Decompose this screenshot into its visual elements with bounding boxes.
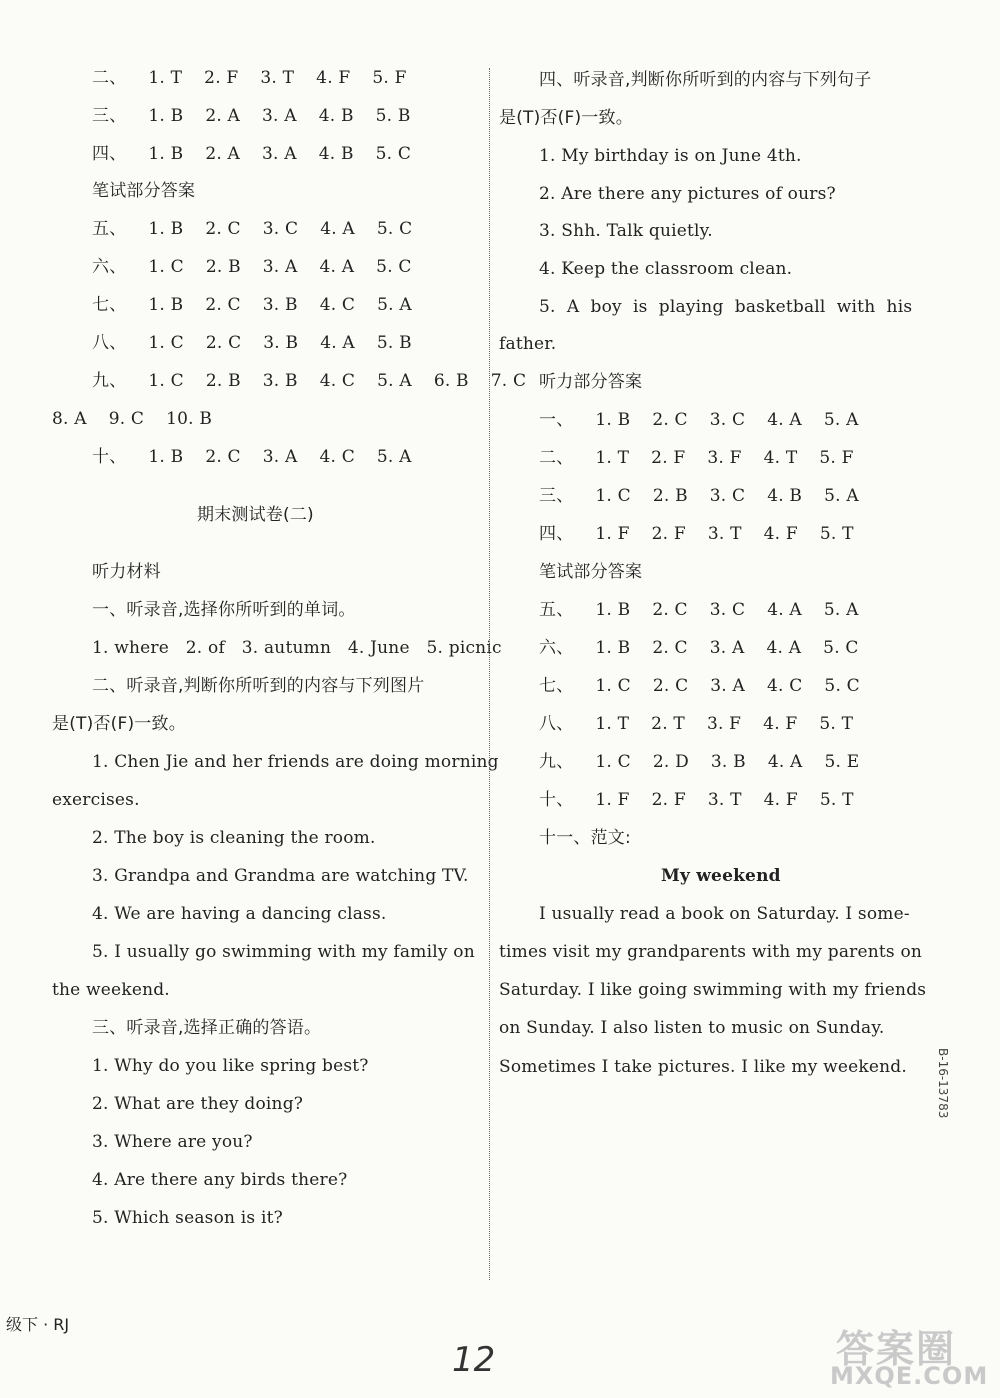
answer-item: 4. B bbox=[318, 106, 354, 126]
answer-item: 5. F bbox=[819, 448, 854, 468]
answer-item: 1. B bbox=[148, 144, 184, 164]
answer-item: 4. C bbox=[319, 295, 356, 315]
section-label: 十、 bbox=[92, 447, 127, 467]
answer-item: 2. F bbox=[651, 790, 686, 810]
answer-line bbox=[92, 371, 526, 391]
answer-item: 2. C bbox=[652, 410, 688, 430]
answer-item: 5. A bbox=[376, 447, 412, 467]
answer-item: 9. C bbox=[108, 409, 145, 429]
sentence: father. bbox=[499, 334, 557, 354]
watermark-url: MXQE.COM bbox=[830, 1362, 989, 1390]
answer-item: 2. C bbox=[205, 447, 241, 467]
answer-item: 1. C bbox=[595, 486, 631, 506]
section-one-words: 1. where 2. of 3. autumn 4. June 5. picnic bbox=[92, 638, 502, 658]
section-label: 六、 bbox=[539, 638, 574, 658]
section-one-title: 一、听录音,选择你所听到的单词。 bbox=[92, 600, 356, 620]
essay-label: 十一、范文: bbox=[539, 828, 631, 848]
answer-item: 2. A bbox=[205, 106, 241, 126]
answer-item: 2. B bbox=[652, 486, 688, 506]
exam-title: 期末测试卷(二) bbox=[197, 505, 314, 525]
page-number: 12 bbox=[452, 1340, 496, 1380]
answer-item: 1. T bbox=[595, 714, 630, 734]
section-two-title-cont: 是(T)否(F)一致。 bbox=[52, 714, 186, 734]
answer-item: 4. C bbox=[319, 447, 355, 467]
answer-item: 2. A bbox=[205, 144, 241, 164]
answer-item: 4. A bbox=[767, 752, 803, 772]
answer-item: 1. T bbox=[595, 448, 630, 468]
answer-item: 1. C bbox=[148, 371, 184, 391]
answer-item: 1. B bbox=[595, 600, 631, 620]
answer-item: 1. T bbox=[148, 68, 183, 88]
answer-item: 1. F bbox=[595, 524, 630, 544]
answer-line bbox=[92, 68, 429, 88]
section-label: 七、 bbox=[539, 676, 574, 696]
answer-item: 3. T bbox=[707, 790, 742, 810]
column-divider bbox=[489, 68, 490, 1280]
sentence: 5. I usually go swimming with my family on bbox=[92, 942, 475, 962]
section-label: 九、 bbox=[92, 371, 127, 391]
section-label: 二、 bbox=[539, 448, 574, 468]
answer-item: 1. B bbox=[148, 447, 184, 467]
answer-item: 2. C bbox=[205, 219, 241, 239]
sentence: exercises. bbox=[52, 790, 140, 810]
grade-footer: 级下 · RJ bbox=[6, 1315, 70, 1334]
answer-item: 3. C bbox=[709, 600, 746, 620]
side-code: B-16-13783 bbox=[936, 1048, 950, 1119]
answer-item: 1. B bbox=[148, 295, 184, 315]
answer-item: 2. F bbox=[651, 448, 686, 468]
answer-line bbox=[92, 447, 434, 467]
answer-item: 3. B bbox=[262, 371, 298, 391]
answer-line bbox=[92, 333, 434, 353]
watermark bbox=[826, 1318, 996, 1393]
answer-item: 3. A bbox=[262, 257, 298, 277]
answer-line bbox=[539, 676, 882, 696]
answer-item: 3. A bbox=[709, 638, 745, 658]
sentence: 4. Keep the classroom clean. bbox=[539, 259, 793, 279]
section-label: 二、 bbox=[92, 68, 127, 88]
answer-item: 5. A bbox=[823, 600, 859, 620]
answer-item: 5. T bbox=[819, 790, 854, 810]
answer-item: 4. A bbox=[767, 410, 802, 430]
section-label: 三、 bbox=[539, 486, 574, 506]
answer-item: 1. B bbox=[595, 410, 631, 430]
answer-item: 4. T bbox=[763, 448, 798, 468]
answer-line bbox=[539, 638, 881, 658]
section-label: 九、 bbox=[539, 752, 574, 772]
essay-line: Sometimes I take pictures. I like my weekend. bbox=[499, 1057, 907, 1077]
answer-line bbox=[92, 295, 434, 315]
question: 2. What are they doing? bbox=[92, 1094, 304, 1114]
sentence: 5. A boy is playing basketball with his bbox=[539, 297, 913, 317]
answer-item: 3. F bbox=[707, 448, 742, 468]
answer-item: 1. C bbox=[148, 333, 184, 353]
answer-item: 3. A bbox=[262, 447, 298, 467]
answer-item: 2. C bbox=[205, 333, 242, 353]
answer-item: 5. A bbox=[377, 371, 412, 391]
answer-item: 3. T bbox=[260, 68, 295, 88]
answer-item: 5. A bbox=[823, 410, 859, 430]
written-answers-heading: 笔试部分答案 bbox=[539, 562, 643, 582]
section-label: 五、 bbox=[539, 600, 574, 620]
answer-line bbox=[92, 219, 434, 239]
answer-item: 5. C bbox=[376, 219, 413, 239]
answer-item: 7. C bbox=[490, 371, 527, 391]
section-label: 四、 bbox=[539, 524, 574, 544]
answer-item: 4. A bbox=[320, 219, 355, 239]
answer-item: 1. C bbox=[595, 752, 631, 772]
answer-item: 2. T bbox=[651, 714, 685, 734]
answer-item: 5. B bbox=[375, 106, 411, 126]
answer-item: 4. F bbox=[763, 714, 798, 734]
answer-item: 5. T bbox=[819, 714, 854, 734]
answer-item: 2. C bbox=[652, 600, 688, 620]
sentence: 2. The boy is cleaning the room. bbox=[92, 828, 376, 848]
answer-item: 3. T bbox=[707, 524, 742, 544]
answer-item: 4. F bbox=[763, 524, 798, 544]
sentence: 4. We are having a dancing class. bbox=[92, 904, 387, 924]
answer-item: 3. C bbox=[709, 486, 746, 506]
answer-item: 1. B bbox=[148, 106, 184, 126]
section-label: 十、 bbox=[539, 790, 574, 810]
sentence: 2. Are there any pictures of ours? bbox=[539, 184, 836, 204]
answer-item: 4. C bbox=[319, 371, 356, 391]
answer-item: 6. B bbox=[433, 371, 469, 391]
answer-item: 3. A bbox=[710, 676, 745, 696]
essay-line: on Sunday. I also listen to music on Sunday. bbox=[499, 1018, 885, 1038]
answer-item: 2. D bbox=[652, 752, 689, 772]
answer-item: 5. C bbox=[376, 257, 412, 277]
answer-line bbox=[539, 790, 876, 810]
answer-item: 2. B bbox=[205, 257, 241, 277]
answer-item: 5. C bbox=[823, 638, 859, 658]
answer-item: 2. C bbox=[652, 638, 688, 658]
answer-item: 4. A bbox=[319, 257, 355, 277]
answer-line bbox=[539, 448, 876, 468]
sentence: 1. My birthday is on June 4th. bbox=[539, 146, 802, 166]
answer-item: 3. A bbox=[262, 144, 297, 164]
answer-item: 1. B bbox=[595, 638, 631, 658]
answer-item: 5. A bbox=[377, 295, 412, 315]
listening-answers-heading: 听力部分答案 bbox=[539, 372, 643, 392]
answer-item: 2. F bbox=[651, 524, 686, 544]
section-four-title-cont: 是(T)否(F)一致。 bbox=[499, 108, 633, 128]
answer-item: 5. B bbox=[376, 333, 412, 353]
answer-line bbox=[92, 144, 433, 164]
answer-item: 3. F bbox=[706, 714, 742, 734]
answer-item: 2. F bbox=[204, 68, 239, 88]
answer-item: 5. F bbox=[372, 68, 407, 88]
written-answers-heading: 笔试部分答案 bbox=[92, 181, 196, 201]
answer-item: 3. C bbox=[709, 410, 746, 430]
section-label: 四、 bbox=[92, 144, 127, 164]
answer-line bbox=[52, 409, 234, 429]
answer-line bbox=[539, 410, 881, 430]
answer-item: 3. B bbox=[263, 333, 299, 353]
section-label: 八、 bbox=[539, 714, 574, 734]
answer-line bbox=[539, 524, 876, 544]
answer-item: 4. B bbox=[318, 144, 354, 164]
answer-item: 8. A bbox=[52, 409, 87, 429]
essay-line: times visit my grandparents with my parents on bbox=[499, 942, 923, 962]
answer-line bbox=[539, 486, 881, 506]
answer-item: 3. A bbox=[262, 106, 297, 126]
answer-item: 10. B bbox=[166, 409, 213, 429]
answer-line bbox=[539, 714, 875, 734]
section-label: 八、 bbox=[92, 333, 127, 353]
section-label: 三、 bbox=[92, 106, 127, 126]
answer-item: 3. B bbox=[710, 752, 746, 772]
essay-line: I usually read a book on Saturday. I some- bbox=[539, 904, 910, 924]
sentence: 3. Shh. Talk quietly. bbox=[539, 221, 713, 241]
answer-item: 1. F bbox=[595, 790, 630, 810]
watermark-text: 答案圈 bbox=[836, 1327, 957, 1371]
answer-item: 1. C bbox=[595, 676, 631, 696]
sentence: 3. Grandpa and Grandma are watching TV. bbox=[92, 866, 469, 886]
answer-item: 1. C bbox=[148, 257, 184, 277]
essay-title: My weekend bbox=[661, 866, 781, 886]
answer-item: 4. A bbox=[320, 333, 355, 353]
answer-item: 5. C bbox=[375, 144, 412, 164]
answer-item: 4. F bbox=[316, 68, 351, 88]
answer-item: 2. C bbox=[205, 295, 241, 315]
question: 4. Are there any birds there? bbox=[92, 1170, 348, 1190]
sentence: the weekend. bbox=[52, 980, 170, 1000]
section-three-title: 三、听录音,选择正确的答语。 bbox=[92, 1018, 322, 1038]
section-two-title: 二、听录音,判断你所听到的内容与下列图片 bbox=[92, 676, 425, 696]
sentence: 1. Chen Jie and her friends are doing morning bbox=[92, 752, 499, 772]
question: 5. Which season is it? bbox=[92, 1208, 283, 1228]
answer-item: 4. F bbox=[763, 790, 798, 810]
answer-line bbox=[92, 106, 433, 126]
answer-item: 4. A bbox=[766, 638, 802, 658]
answer-item: 5. A bbox=[824, 486, 859, 506]
section-label: 五、 bbox=[92, 219, 127, 239]
question: 1. Why do you like spring best? bbox=[92, 1056, 369, 1076]
answer-item: 5. T bbox=[819, 524, 854, 544]
listening-material-heading: 听力材料 bbox=[92, 562, 161, 582]
answer-item: 1. B bbox=[148, 219, 184, 239]
answer-item: 4. A bbox=[767, 600, 802, 620]
question: 3. Where are you? bbox=[92, 1132, 253, 1152]
answer-item: 3. C bbox=[262, 219, 299, 239]
essay-line: Saturday. I like going swimming with my friends bbox=[499, 980, 927, 1000]
answer-item: 2. B bbox=[205, 371, 241, 391]
answer-item: 2. C bbox=[652, 676, 689, 696]
answer-item: 3. B bbox=[262, 295, 298, 315]
section-label: 七、 bbox=[92, 295, 127, 315]
section-label: 一、 bbox=[539, 410, 574, 430]
section-label: 六、 bbox=[92, 257, 127, 277]
answer-item: 4. B bbox=[767, 486, 803, 506]
answer-line bbox=[539, 600, 881, 620]
answer-item: 5. E bbox=[824, 752, 860, 772]
answer-item: 5. C bbox=[824, 676, 860, 696]
answer-line bbox=[92, 257, 434, 277]
section-four-title: 四、听录音,判断你所听到的内容与下列句子 bbox=[539, 70, 872, 90]
answer-item: 4. C bbox=[766, 676, 803, 696]
answer-line bbox=[539, 752, 881, 772]
